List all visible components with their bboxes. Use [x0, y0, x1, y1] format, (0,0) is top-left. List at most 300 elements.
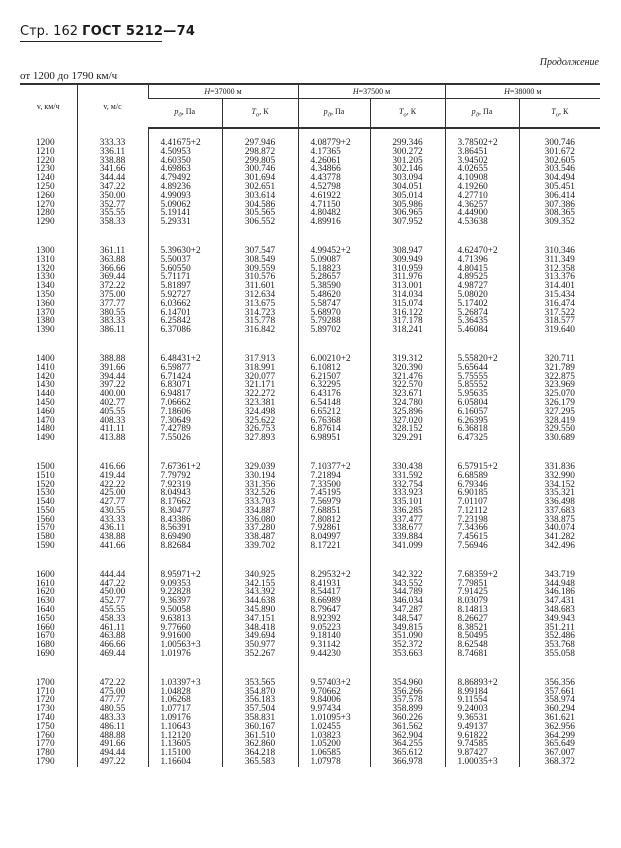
temp-38000-cell: 316.474	[519, 300, 600, 309]
pressure-37500-cell: 5.89702	[298, 326, 370, 335]
pressure-38000-cell: 4.80415	[445, 265, 519, 274]
temp-37500-cell: 348.547	[370, 615, 445, 624]
spacer-cell	[370, 335, 445, 355]
speed-ms-cell: 425.00	[77, 489, 148, 498]
temp-37000-cell: 322.272	[222, 390, 298, 399]
speed-ms-cell: 344.44	[77, 174, 148, 183]
speed-ms-cell: 455.55	[77, 606, 148, 615]
speed-kmh-cell: 1320	[36, 263, 55, 274]
temp-38000-cell: 358.974	[519, 696, 600, 705]
temp-38000-cell: 326.179	[519, 399, 600, 408]
speed-kmh-cell: 1580	[36, 532, 55, 543]
temp-37000-cell: 297.946	[222, 139, 298, 148]
speed-ms-cell: 419.44	[77, 472, 148, 481]
pressure-37000-cell: 7.92319	[148, 481, 222, 490]
pressure-37000-cell: 9.63813	[148, 615, 222, 624]
temp-37500-cell: 338.677	[370, 524, 445, 533]
speed-kmh-cell: 1780	[36, 748, 55, 759]
speed-ms-cell: 358.33	[77, 218, 148, 227]
pressure-38000-cell: 8.74681	[445, 650, 519, 659]
spacer-cell	[20, 335, 77, 355]
spacer-cell	[20, 227, 77, 247]
spacer-cell	[298, 551, 370, 571]
pressure-37000-cell: 8.56391	[148, 524, 222, 533]
pressure-37500-cell: 9.05223	[298, 624, 370, 633]
speed-ms-cell: 336.11	[77, 148, 148, 157]
temp-38000-cell: 367.007	[519, 749, 600, 758]
pressure-37500-cell: 5.28657	[298, 273, 370, 282]
temp-37000-cell: 307.547	[222, 247, 298, 256]
speed-ms-cell: 444.44	[77, 571, 148, 580]
speed-ms-cell: 427.77	[77, 498, 148, 507]
table-row	[20, 326, 600, 335]
temp-37500-cell: 302.146	[370, 165, 445, 174]
pressure-37000-cell: 7.42789	[148, 425, 222, 434]
pressure-37500-cell: 5.18823	[298, 265, 370, 274]
pressure-38000-cell: 5.55820+2	[445, 355, 519, 364]
col-header-pressure: $p_д$, Па	[445, 99, 519, 129]
temp-38000-cell: 336.498	[519, 498, 600, 507]
speed-ms-cell: 413.88	[77, 434, 148, 443]
speed-ms-cell: 391.66	[77, 364, 148, 373]
speed-kmh-cell: 1230	[36, 164, 55, 175]
speed-kmh-cell: 1470	[36, 415, 55, 426]
pressure-37500-cell: 9.70662	[298, 688, 370, 697]
pressure-37500-cell: 4.34866	[298, 165, 370, 174]
speed-kmh-cell: 1520	[36, 479, 55, 490]
temp-37500-cell: 343.552	[370, 580, 445, 589]
pressure-37500-cell: 7.68851	[298, 507, 370, 516]
speed-kmh-cell: 1220	[36, 155, 55, 166]
speed-kmh-cell: 1490	[36, 433, 55, 444]
temp-38000-cell: 332.990	[519, 472, 600, 481]
temp-38000-cell: 301.672	[519, 148, 600, 157]
speed-ms-cell: 463.88	[77, 632, 148, 641]
temp-37500-cell: 331.592	[370, 472, 445, 481]
pressure-37500-cell: 4.99452+2	[298, 247, 370, 256]
speed-ms-cell: 436.11	[77, 524, 148, 533]
spacer-cell	[148, 227, 222, 247]
spacer-cell	[77, 659, 148, 679]
temp-37500-cell: 351.090	[370, 632, 445, 641]
pressure-38000-cell: 4.44900	[445, 209, 519, 218]
temp-37000-cell: 300.746	[222, 165, 298, 174]
speed-ms-cell: 477.77	[77, 696, 148, 705]
col-header-pressure: $p_д$, Па	[148, 99, 222, 129]
spacer-cell	[370, 659, 445, 679]
speed-kmh-cell: 1560	[36, 514, 55, 525]
speed-ms-cell: 452.77	[77, 597, 148, 606]
pressure-37000-cell: 5.19141	[148, 209, 222, 218]
temp-37000-cell: 345.890	[222, 606, 298, 615]
spacer-cell	[77, 335, 148, 355]
pressure-37500-cell: 7.45195	[298, 489, 370, 498]
temp-37000-cell: 348.418	[222, 624, 298, 633]
temp-37000-cell: 315.778	[222, 317, 298, 326]
pressure-37000-cell: 7.55026	[148, 434, 222, 443]
temp-37000-cell: 302.651	[222, 183, 298, 192]
pressure-37000-cell: 6.83071	[148, 381, 222, 390]
pressure-37500-cell: 6.76368	[298, 417, 370, 426]
speed-ms-cell: 375.00	[77, 291, 148, 300]
speed-kmh-cell: 1670	[36, 631, 55, 642]
speed-kmh-cell: 1430	[36, 380, 55, 391]
group-spacer	[20, 227, 600, 247]
pressure-38000-cell: 7.79851	[445, 580, 519, 589]
speed-ms-cell: 438.88	[77, 533, 148, 542]
speed-kmh-cell: 1370	[36, 307, 55, 318]
temp-37500-cell: 362.904	[370, 732, 445, 741]
temp-38000-cell: 348.683	[519, 606, 600, 615]
speed-kmh-cell: 1480	[36, 424, 55, 435]
speed-kmh-cell: 1690	[36, 649, 55, 660]
temp-37000-cell: 298.872	[222, 148, 298, 157]
pressure-37500-cell: 5.79288	[298, 317, 370, 326]
speed-kmh-cell: 1540	[36, 497, 55, 508]
pressure-37500-cell: 8.29532+2	[298, 571, 370, 580]
speed-kmh-cell: 1720	[36, 695, 55, 706]
pressure-38000-cell: 7.68359+2	[445, 571, 519, 580]
speed-ms-cell: 458.33	[77, 615, 148, 624]
speed-kmh-cell: 1740	[36, 713, 55, 724]
temp-37500-cell: 353.663	[370, 650, 445, 659]
speed-ms-cell: 333.33	[77, 139, 148, 148]
speed-kmh-cell: 1440	[36, 389, 55, 400]
spacer-cell	[519, 551, 600, 571]
pressure-37500-cell: 5.68970	[298, 309, 370, 318]
speed-kmh-cell: 1770	[36, 739, 55, 750]
speed-kmh-cell: 1640	[36, 605, 55, 616]
speed-ms-cell: 372.22	[77, 282, 148, 291]
pressure-37500-cell: 6.00210+2	[298, 355, 370, 364]
temp-38000-cell: 306.414	[519, 192, 600, 201]
pressure-38000-cell: 6.36818	[445, 425, 519, 434]
temp-37000-cell: 299.805	[222, 157, 298, 166]
temp-37500-cell: 307.952	[370, 218, 445, 227]
group-spacer	[20, 659, 600, 679]
pressure-37000-cell: 5.92727	[148, 291, 222, 300]
speed-kmh-cell: 1760	[36, 730, 55, 741]
temp-37500-cell: 308.947	[370, 247, 445, 256]
temp-37000-cell: 332.526	[222, 489, 298, 498]
temp-38000-cell: 317.522	[519, 309, 600, 318]
pressure-37500-cell: 9.31142	[298, 641, 370, 650]
speed-kmh-cell: 1380	[36, 316, 55, 327]
speed-kmh-cell: 1570	[36, 523, 55, 534]
temp-38000-cell: 315.434	[519, 291, 600, 300]
temp-37000-cell: 309.559	[222, 265, 298, 274]
spacer-cell	[20, 443, 77, 463]
speed-kmh-cell: 1620	[36, 587, 55, 598]
table-row	[20, 650, 600, 659]
pressure-37000-cell: 6.94817	[148, 390, 222, 399]
speed-ms-cell: 466.66	[77, 641, 148, 650]
temp-38000-cell: 364.299	[519, 732, 600, 741]
pressure-38000-cell: 9.74585	[445, 740, 519, 749]
temp-37000-cell: 337.280	[222, 524, 298, 533]
temp-37500-cell: 346.034	[370, 597, 445, 606]
pressure-37000-cell: 1.07717	[148, 705, 222, 714]
speed-ms-cell: 422.22	[77, 481, 148, 490]
pressure-37500-cell: 8.79647	[298, 606, 370, 615]
temp-37500-cell: 366.978	[370, 758, 445, 767]
pressure-37000-cell: 4.89236	[148, 183, 222, 192]
pressure-38000-cell: 9.11554	[445, 696, 519, 705]
temp-37000-cell: 310.576	[222, 273, 298, 282]
temp-38000-cell: 335.321	[519, 489, 600, 498]
speed-kmh-cell: 1210	[36, 146, 55, 157]
pressure-38000-cell: 4.62470+2	[445, 247, 519, 256]
temp-38000-cell: 342.496	[519, 542, 600, 551]
pressure-37000-cell: 8.43386	[148, 516, 222, 525]
pressure-38000-cell: 8.50495	[445, 632, 519, 641]
table-row	[20, 542, 600, 551]
pressure-37500-cell: 6.98951	[298, 434, 370, 443]
speed-ms-cell: 461.11	[77, 624, 148, 633]
temp-37000-cell: 340.925	[222, 571, 298, 580]
speed-kmh-cell: 1550	[36, 505, 55, 516]
page-number: Стр. 162	[20, 24, 78, 39]
pressure-37000-cell: 1.15100	[148, 749, 222, 758]
temp-37500-cell: 325.896	[370, 408, 445, 417]
temp-37500-cell: 314.034	[370, 291, 445, 300]
speed-kmh-cell: 1300	[36, 245, 55, 256]
temp-38000-cell: 321.789	[519, 364, 600, 373]
temp-37500-cell: 329.291	[370, 434, 445, 443]
temp-37500-cell: 327.020	[370, 417, 445, 426]
pressure-38000-cell: 6.47325	[445, 434, 519, 443]
pressure-37500-cell: 6.43176	[298, 390, 370, 399]
pressure-37000-cell: 8.95971+2	[148, 571, 222, 580]
temp-38000-cell: 303.546	[519, 165, 600, 174]
speed-kmh-cell: 1660	[36, 622, 55, 633]
speed-kmh-cell: 1650	[36, 613, 55, 624]
temp-37500-cell: 300.272	[370, 148, 445, 157]
temp-37000-cell: 358.831	[222, 714, 298, 723]
temp-37000-cell: 339.702	[222, 542, 298, 551]
temp-37000-cell: 352.267	[222, 650, 298, 659]
speed-kmh-cell: 1250	[36, 181, 55, 192]
pressure-37500-cell: 1.06585	[298, 749, 370, 758]
pressure-37000-cell: 1.00563+3	[148, 641, 222, 650]
pressure-38000-cell: 4.27710	[445, 192, 519, 201]
speed-ms-cell: 361.11	[77, 247, 148, 256]
standard-code: ГОСТ 5212—74	[82, 24, 196, 39]
temp-37500-cell: 306.965	[370, 209, 445, 218]
table-row	[20, 434, 600, 443]
temp-38000-cell: 340.074	[519, 524, 600, 533]
pressure-38000-cell: 1.00035+3	[445, 758, 519, 767]
spacer-cell	[370, 551, 445, 571]
temp-37500-cell: 344.789	[370, 588, 445, 597]
speed-range-label: от 1200 до 1790 км/ч	[20, 70, 118, 82]
temp-37000-cell: 304.586	[222, 201, 298, 210]
speed-kmh-cell: 1680	[36, 640, 55, 651]
temp-37000-cell: 320.077	[222, 373, 298, 382]
temp-37500-cell: 324.780	[370, 399, 445, 408]
speed-ms-cell: 388.88	[77, 355, 148, 364]
temp-37000-cell: 350.977	[222, 641, 298, 650]
pressure-37000-cell: 8.69490	[148, 533, 222, 542]
pressure-38000-cell: 8.14813	[445, 606, 519, 615]
speed-ms-cell: 494.44	[77, 749, 148, 758]
group-spacer	[20, 551, 600, 571]
flow-parameters-table	[20, 83, 600, 767]
spacer-cell	[298, 443, 370, 463]
pressure-37500-cell: 6.54148	[298, 399, 370, 408]
pressure-37000-cell: 1.16604	[148, 758, 222, 767]
speed-ms-cell: 447.22	[77, 580, 148, 589]
speed-kmh-cell: 1700	[36, 677, 55, 688]
speed-ms-cell: 416.66	[77, 463, 148, 472]
pressure-37000-cell: 5.71171	[148, 273, 222, 282]
temp-37500-cell: 305.014	[370, 192, 445, 201]
temp-37500-cell: 319.312	[370, 355, 445, 364]
pressure-37000-cell: 7.06662	[148, 399, 222, 408]
spacer-cell	[445, 659, 519, 679]
temp-38000-cell: 349.943	[519, 615, 600, 624]
pressure-38000-cell: 4.89525	[445, 273, 519, 282]
temp-38000-cell: 352.486	[519, 632, 600, 641]
temp-37500-cell: 313.001	[370, 282, 445, 291]
pressure-38000-cell: 5.75555	[445, 373, 519, 382]
temp-37000-cell: 347.151	[222, 615, 298, 624]
temp-37500-cell: 299.346	[370, 139, 445, 148]
temp-38000-cell: 304.494	[519, 174, 600, 183]
speed-kmh-cell: 1710	[36, 686, 55, 697]
pressure-37000-cell: 4.79492	[148, 174, 222, 183]
spacer-cell	[445, 443, 519, 463]
pressure-37500-cell: 8.92392	[298, 615, 370, 624]
temp-38000-cell: 365.649	[519, 740, 600, 749]
col-header-temperature: $T_о$, К	[222, 99, 298, 129]
pressure-38000-cell: 7.12112	[445, 507, 519, 516]
speed-ms-cell: 341.66	[77, 165, 148, 174]
pressure-38000-cell: 5.65644	[445, 364, 519, 373]
pressure-38000-cell: 4.19260	[445, 183, 519, 192]
temp-38000-cell: 331.836	[519, 463, 600, 472]
speed-kmh-cell: 1600	[36, 569, 55, 580]
temp-38000-cell: 311.349	[519, 256, 600, 265]
pressure-37500-cell: 9.84006	[298, 696, 370, 705]
col-header-pressure: $p_д$, Па	[298, 99, 370, 129]
temp-37000-cell: 336.080	[222, 516, 298, 525]
temp-37500-cell: 315.074	[370, 300, 445, 309]
speed-ms-cell: 363.88	[77, 256, 148, 265]
pressure-37000-cell: 9.50058	[148, 606, 222, 615]
spacer-cell	[77, 443, 148, 463]
speed-kmh-cell: 1330	[36, 272, 55, 283]
speed-ms-cell: 366.66	[77, 265, 148, 274]
pressure-37000-cell: 8.82684	[148, 542, 222, 551]
temp-37000-cell: 306.552	[222, 218, 298, 227]
pressure-38000-cell: 7.01107	[445, 498, 519, 507]
pressure-38000-cell: 9.87427	[445, 749, 519, 758]
temp-37500-cell: 352.372	[370, 641, 445, 650]
pressure-37000-cell: 6.71424	[148, 373, 222, 382]
temp-38000-cell: 329.550	[519, 425, 600, 434]
pressure-37000-cell: 9.22828	[148, 588, 222, 597]
temp-37000-cell: 343.392	[222, 588, 298, 597]
temp-37000-cell: 349.694	[222, 632, 298, 641]
pressure-38000-cell: 4.53638	[445, 218, 519, 227]
pressure-37000-cell: 5.29331	[148, 218, 222, 227]
pressure-38000-cell: 8.03079	[445, 597, 519, 606]
temp-38000-cell: 344.948	[519, 580, 600, 589]
temp-38000-cell: 330.689	[519, 434, 600, 443]
speed-ms-cell: 350.00	[77, 192, 148, 201]
speed-ms-cell: 380.55	[77, 309, 148, 318]
pressure-38000-cell: 4.71396	[445, 256, 519, 265]
speed-ms-cell: 433.33	[77, 516, 148, 525]
pressure-38000-cell: 8.86893+2	[445, 679, 519, 688]
pressure-37000-cell: 4.99093	[148, 192, 222, 201]
temp-37500-cell: 303.094	[370, 174, 445, 183]
temp-37000-cell: 338.487	[222, 533, 298, 542]
pressure-38000-cell: 4.10908	[445, 174, 519, 183]
pressure-38000-cell: 4.98727	[445, 282, 519, 291]
pressure-38000-cell: 6.90185	[445, 489, 519, 498]
temp-38000-cell: 318.577	[519, 317, 600, 326]
pressure-38000-cell: 9.61822	[445, 732, 519, 741]
pressure-38000-cell: 6.16057	[445, 408, 519, 417]
pressure-37500-cell: 1.01095+3	[298, 714, 370, 723]
pressure-37000-cell: 7.30649	[148, 417, 222, 426]
temp-37500-cell: 316.122	[370, 309, 445, 318]
pressure-37000-cell: 6.37086	[148, 326, 222, 335]
group-spacer	[20, 443, 600, 463]
temp-37000-cell: 314.723	[222, 309, 298, 318]
pressure-37000-cell: 1.03397+3	[148, 679, 222, 688]
speed-kmh-cell: 1530	[36, 488, 55, 499]
pressure-37500-cell: 6.32295	[298, 381, 370, 390]
spacer-cell	[77, 227, 148, 247]
table-row	[20, 758, 600, 767]
pressure-38000-cell: 6.26395	[445, 417, 519, 426]
speed-ms-cell: 486.11	[77, 723, 148, 732]
temp-37000-cell: 334.887	[222, 507, 298, 516]
temp-37500-cell: 347.287	[370, 606, 445, 615]
pressure-38000-cell: 8.62548	[445, 641, 519, 650]
temp-37000-cell: 317.913	[222, 355, 298, 364]
temp-37500-cell: 321.476	[370, 373, 445, 382]
temp-37500-cell: 310.959	[370, 265, 445, 274]
temp-38000-cell: 323.969	[519, 381, 600, 390]
temp-37000-cell: 312.634	[222, 291, 298, 300]
spacer-cell	[445, 335, 519, 355]
pressure-37000-cell: 9.09353	[148, 580, 222, 589]
speed-ms-cell: 469.44	[77, 650, 148, 659]
pressure-37500-cell: 7.33500	[298, 481, 370, 490]
pressure-37000-cell: 9.77660	[148, 624, 222, 633]
pressure-37000-cell: 5.39630+2	[148, 247, 222, 256]
speed-kmh-cell: 1460	[36, 406, 55, 417]
temp-37500-cell: 342.322	[370, 571, 445, 580]
pressure-38000-cell: 9.36531	[445, 714, 519, 723]
speed-ms-cell: 408.33	[77, 417, 148, 426]
temp-37500-cell: 317.178	[370, 317, 445, 326]
temp-38000-cell: 361.621	[519, 714, 600, 723]
pressure-37500-cell: 7.21894	[298, 472, 370, 481]
pressure-37000-cell: 5.50037	[148, 256, 222, 265]
temp-37500-cell: 328.152	[370, 425, 445, 434]
pressure-38000-cell: 7.56946	[445, 542, 519, 551]
speed-ms-cell: 430.55	[77, 507, 148, 516]
temp-37000-cell: 313.675	[222, 300, 298, 309]
temp-38000-cell: 320.711	[519, 355, 600, 364]
temp-37500-cell: 301.205	[370, 157, 445, 166]
pressure-37000-cell: 1.12120	[148, 732, 222, 741]
